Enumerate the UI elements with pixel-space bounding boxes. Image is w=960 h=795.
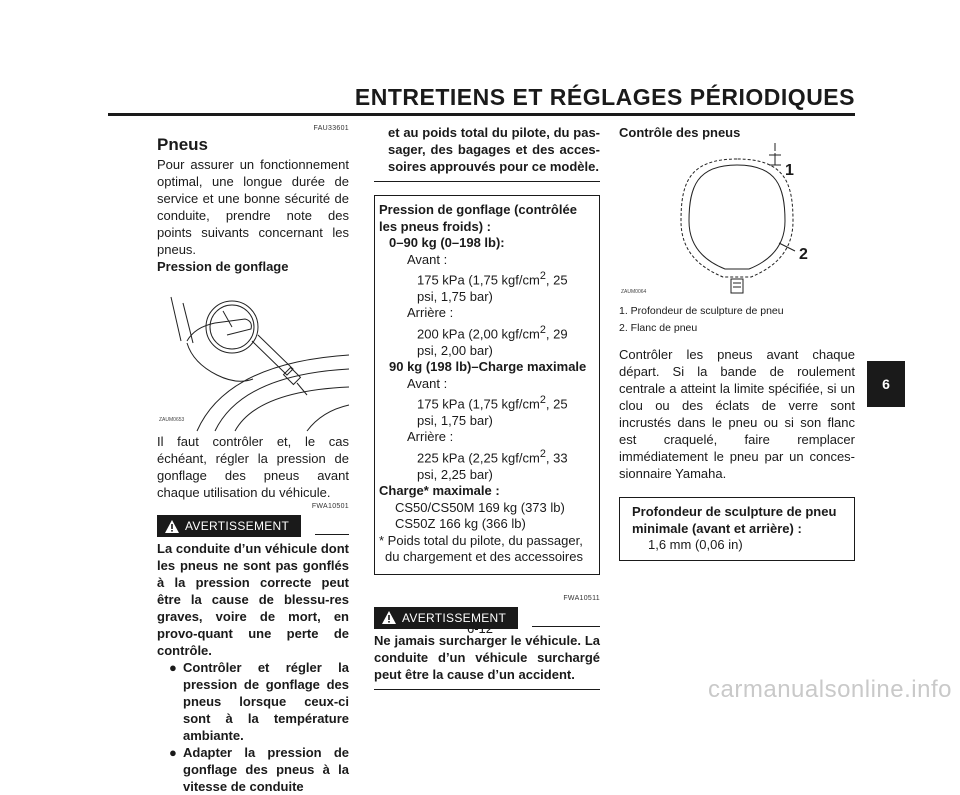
spec-front-label: Avant :	[407, 375, 448, 391]
intro-paragraph: Pour assurer un fonctionnement optimal, une longue durée de service et une bonne sécurité de conduite, prendre note des points suivants concernant les pneus.	[157, 157, 349, 257]
bullet-text: Contrôler et régler la pression de gonflage des pneus lorsque ceux-ci sont à la température ambiante.	[183, 660, 349, 743]
warning-banner	[157, 515, 349, 537]
spec-front-value-2: 175 kPa (1,75 kgf/$cm^2$, 25 psi, 1,75 bar)	[417, 394, 568, 428]
page-header-title: ENTRETIENS ET RÉGLAGES PÉRIODIQUES	[354, 84, 855, 110]
tread-depth-spec-box	[619, 497, 855, 561]
warning-bullet	[157, 659, 349, 744]
spec-front-label: Avant :	[407, 251, 448, 267]
warning-reference-code: FWA10501	[311, 503, 349, 510]
tire-cross-section-illustration	[619, 143, 855, 303]
figure-code: ZAUM0653	[159, 417, 185, 423]
overload-warning-text: Ne jamais surcharger le véhicule. La conduite d’un véhicule surchargé peut être la cause d’un accident.	[374, 632, 600, 682]
warning-text: La conduite d’un véhicule dont les pneus ne sont pas gonflés à la pression correcte peut être la cause de blessu-res graves, voire de mort, en provo-quant une perte de contrôle.	[157, 541, 349, 658]
warning-end-rule	[374, 181, 600, 182]
figure-caption-2: 2. Flanc de pneu	[619, 322, 698, 334]
warning-rule	[315, 534, 349, 535]
warning-reference-code: FWA10511	[563, 594, 600, 602]
figure-caption-1: 1. Profondeur de sculpture de pneu	[619, 305, 784, 317]
tire-gauge-drawing	[157, 283, 349, 431]
inspection-paragraph: Contrôler les pneus avant chaque départ. Si la bande de roulement centrale a atteint la limite spécifiée, si un clou ou des éclats de verre sont incrustés dans le pneu ou si son flanc est craquelé, faire remplacer immédiatement le pneu par un conces-sionnaire Yamaha.	[619, 347, 855, 481]
bullet-icon: ●	[169, 660, 177, 675]
spec-rear-label: Arrière :	[407, 429, 454, 445]
column-3	[619, 124, 855, 561]
bullet-icon: ●	[169, 745, 177, 760]
page-number: 6-12	[466, 621, 494, 636]
warning-continuation: et au poids total du pilote, du pas-sager, des bagages et des acces-soires approuvés pour ce modèle.	[388, 125, 600, 174]
spec-load-range-2: 90 kg (198 lb)–Charge maximale	[389, 359, 587, 375]
spec-max-load-1: CS50/CS50M 169 kg (373 lb)	[395, 499, 565, 515]
callout-1: 1	[785, 162, 794, 179]
spec-load-range-1: 0–90 kg (0–198 lb):	[389, 235, 505, 250]
spec-max-load-2: CS50Z 166 kg (366 lb)	[395, 516, 526, 532]
watermark: carmanualsonline.info	[708, 676, 952, 703]
subheading-inflation-pressure: Pression de gonflage	[157, 259, 289, 274]
subheading-tire-inspection: Contrôle des pneus	[619, 125, 741, 140]
spec-rear-label: Arrière :	[407, 305, 454, 321]
tread-depth-spec-value: 1,6 mm (0,06 in)	[648, 537, 743, 552]
spec-title: Pression de gonflage (contrôlée les pneus froids) :	[379, 202, 577, 234]
warning-label: AVERTISSEMENT	[402, 610, 507, 625]
tire-gauge-illustration	[157, 283, 349, 431]
chapter-tab: 6	[867, 361, 905, 407]
column-1	[157, 124, 349, 795]
check-pressure-paragraph: Il faut contrôler et, le cas échéant, régler la pression de gonflage des pneus avant chaque utilisation du véhicule.	[157, 434, 349, 500]
spec-max-load-label: Charge* maximale :	[379, 483, 500, 499]
tread-depth-spec-title: Profondeur de sculpture de pneu minimale (avant et arrière) :	[632, 504, 837, 536]
warning-label: AVERTISSEMENT	[185, 519, 290, 533]
section-heading-tires: Pneus	[157, 135, 209, 154]
reference-code: FAU33601	[313, 125, 349, 132]
warning-bullet	[157, 744, 349, 795]
warning-triangle-icon	[165, 520, 179, 533]
warning-badge	[157, 515, 301, 537]
inflation-pressure-spec-box	[374, 195, 600, 575]
column-2	[374, 124, 600, 690]
bullet-text: Adapter la pression de gonflage des pneus à la vitesse de conduite	[183, 745, 349, 794]
spec-footnote: * Poids total du pilote, du passager, du chargement et des accessoires	[379, 532, 583, 565]
callout-2: 2	[799, 246, 808, 263]
warning-end-rule	[374, 689, 600, 690]
figure-code: ZAUM0064	[621, 289, 647, 295]
spec-rear-value-2: 225 kPa (2,25 kgf/$cm^2$, 33 psi, 2,25 bar)	[417, 447, 568, 482]
spec-front-value-1: 175 kPa (1,75 kgf/$cm^2$, 25 psi, 1,75 bar)	[417, 270, 568, 304]
spec-rear-value-1: 200 kPa (2,00 kgf/$cm^2$, 29 psi, 2,00 bar)	[417, 323, 568, 358]
tire-cross-section-drawing	[619, 143, 855, 303]
header-rule	[108, 113, 855, 116]
